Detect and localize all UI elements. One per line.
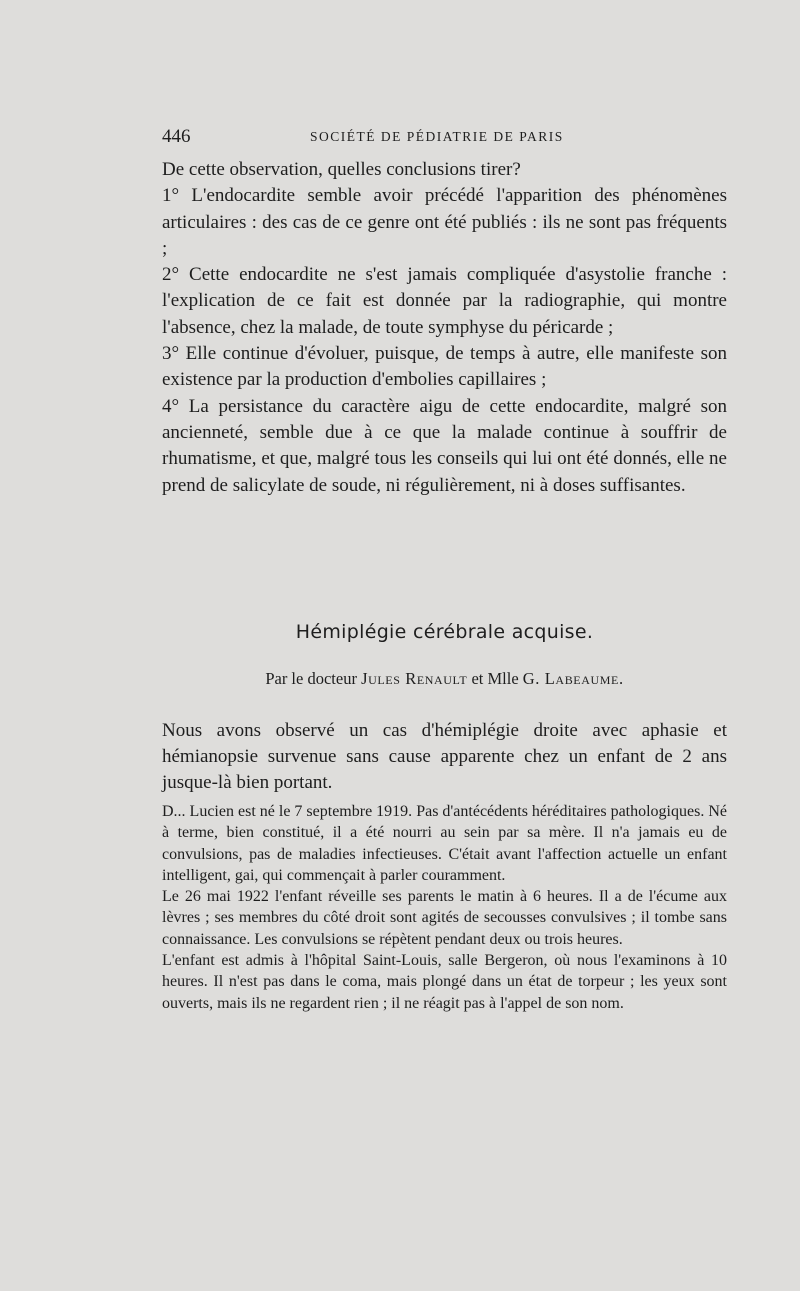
conclusions-section [162,157,727,499]
conclusions-question: De cette observation, quelles conclusions tirer? [162,159,521,180]
case-paragraph-3: L'enfant est admis à l'hôpital Saint-Louis, salle Bergeron, où nous l'examinons à 10 heures. Il n'est pas dans le coma, mais plongé dans un état de torpeur ; les yeux sont ouverts, mais ils ne regardent rien ; il ne réagit pas à l'appel de son nom. [162,952,727,1012]
case-report [162,801,727,1014]
page-number: 446 [162,126,191,147]
conclusion-point-3: 3° Elle continue d'évoluer, puisque, de temps à autre, elle manifeste son existence par la production d'embolies capillaires ; [162,343,727,391]
conclusion-point-4: 4° La persistance du caractère aigu de cette endocardite, malgré son ancienneté, semble due à ce que la malade continue à souffrir de rhumatisme, et que, malgré tous les conseils qui lui ont été donnés, elle ne prend de salicylate de soude, ni régulièrement, ni à doses suffisantes. [162,395,727,496]
article-byline [162,669,727,689]
case-paragraph-2: Le 26 mai 1922 l'enfant réveille ses parents le matin à 6 heures. Il a de l'écume aux lèvres ; ses membres du côté droit sont agités de secousses convulsives ; il tombe sans connaissance. Les convulsions se répètent pendant deux ou trois heures. [162,888,727,948]
article-title: Hémiplégie cérébrale acquise. [295,621,594,643]
byline-connector: et Mlle [471,669,519,688]
author-1: Jules Renault [361,669,468,688]
case-paragraph-1: D... Lucien est né le 7 septembre 1919. Pas d'antécédents héréditaires pathologiques. Né à terme, bien constitué, il a été nourri au sein par sa mère. Il n'a jamais eu de convulsions, pas de maladies infectieuses. C'était avant l'affection actuelle un enfant intelligent, gai, qui commençait à parler couramment. [162,803,727,884]
intro-paragraph: Nous avons observé un cas d'hémiplégie droite avec aphasie et hémianopsie survenue sans cause apparente chez un enfant de 2 ans jusque-là bien portant. [162,720,727,793]
running-head: SOCIÉTÉ DE PÉDIATRIE DE PARIS [310,129,564,144]
conclusion-point-1: 1° L'endocardite semble avoir précédé l'apparition des phénomènes articulaires : des cas de ce genre ont été publiés : ils ne sont pas fréquents ; [162,185,727,259]
conclusion-point-2: 2° Cette endocardite ne s'est jamais compliquée d'asystolie franche : l'explication de ce fait est donnée par la radiographie, qui montre l'absence, chez la malade, de toute symphyse du péricarde ; [162,264,727,338]
author-2: G. Labeaume. [522,669,624,688]
byline-prefix: Par le docteur [265,669,357,688]
article-intro [162,718,727,796]
